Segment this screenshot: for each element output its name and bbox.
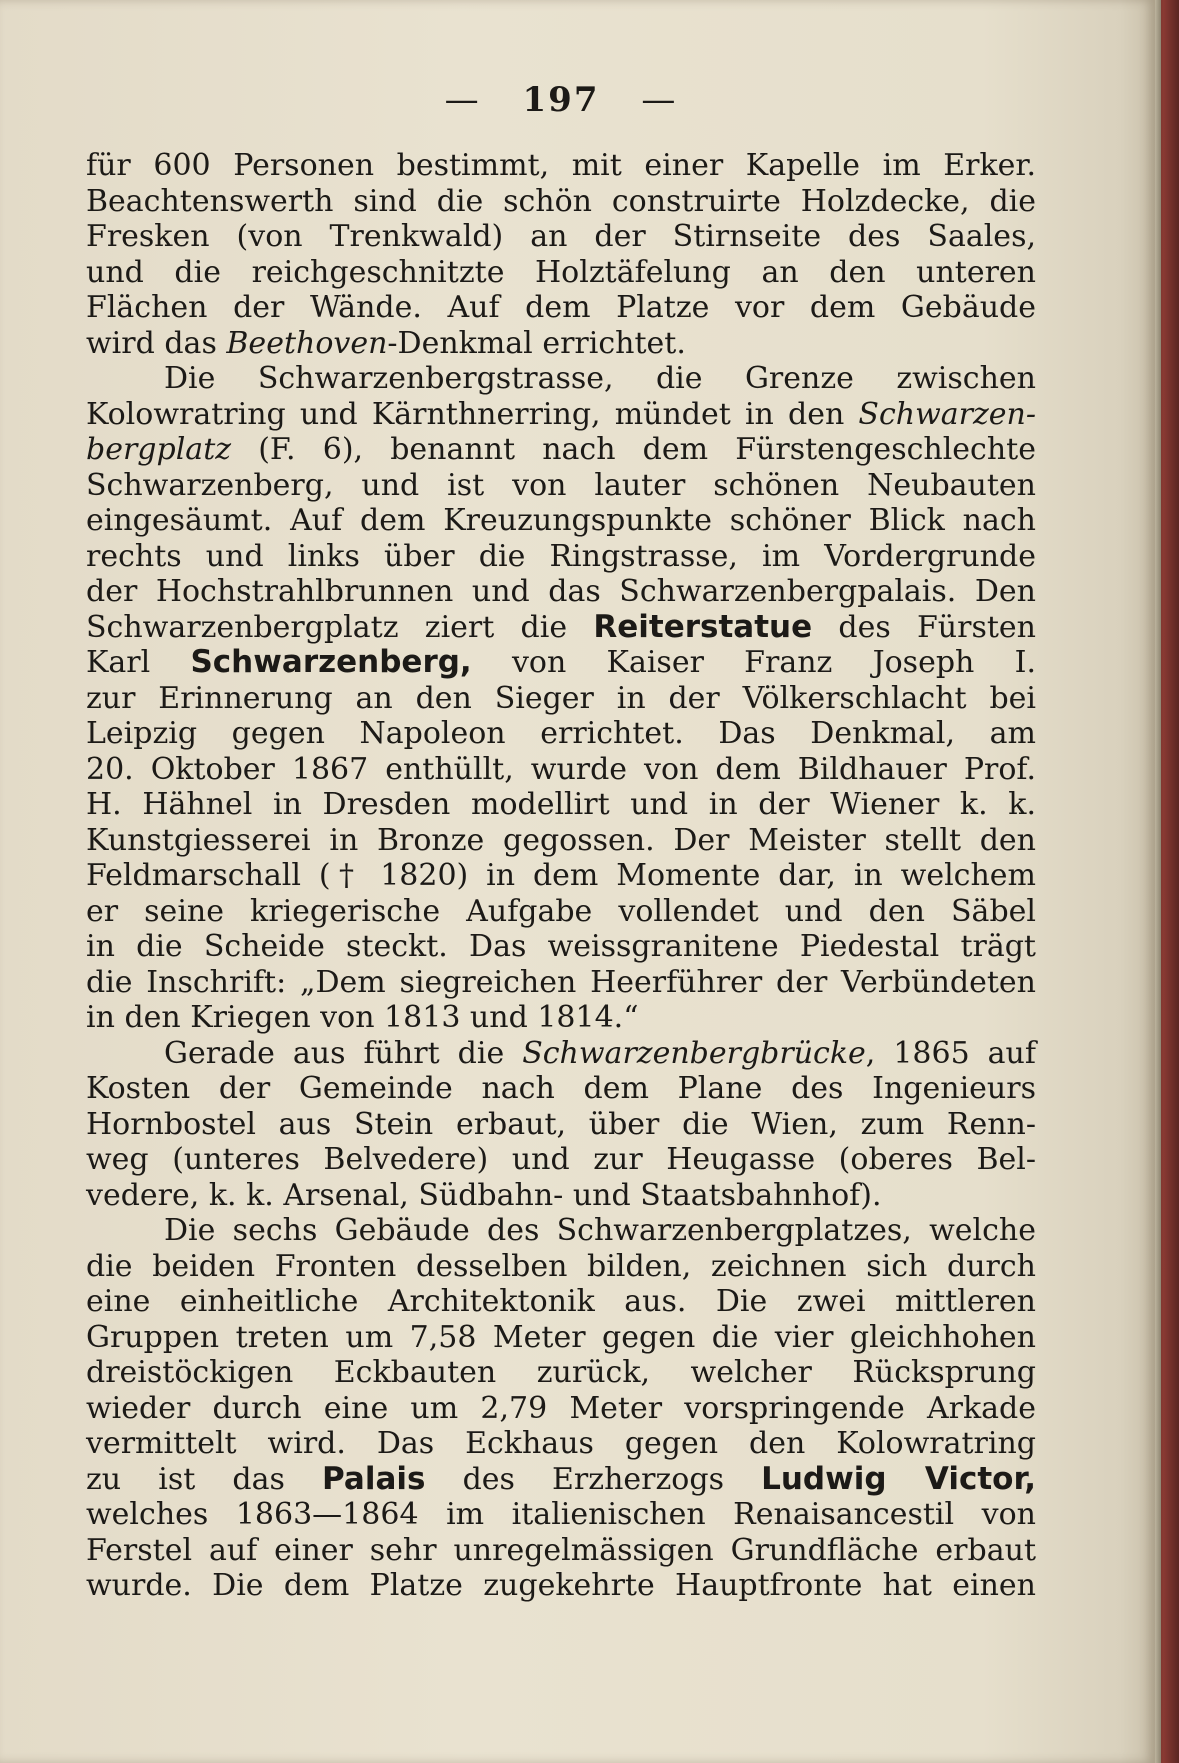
text-line — [86, 681, 1036, 717]
bold-text: Schwarzenberg, — [190, 644, 472, 680]
text-line — [86, 290, 1036, 326]
text-segment: Kunstgiesserei in Bronze gegossen. Der Meister stellt den — [86, 822, 1036, 858]
text-segment: er seine kriegerische Aufgabe vollendet und den Säbel — [86, 893, 1036, 929]
italic-text: Beethoven — [226, 325, 388, 361]
text-segment: Kolowratring und Kärnthnerring, mündet in den — [86, 396, 859, 432]
text-segment: Schwarzenberg, und ist von lauter schönen Neubauten — [86, 467, 1036, 503]
text-segment: weg (unteres Belvedere) und zur Heugasse (oberes Bel- — [86, 1142, 1036, 1177]
text-line — [86, 894, 1036, 930]
italic-text: Schwarzenbergbrücke — [522, 1035, 866, 1071]
text-segment: die beiden Fronten desselben bilden, zeichnen sich durch — [86, 1248, 1036, 1284]
text-segment: Hornbostel aus Stein erbaut, über die Wien, zum Renn- — [86, 1106, 1036, 1142]
bold-text: Palais — [322, 1460, 426, 1497]
page-header — [86, 80, 1036, 120]
page-number: 197 — [522, 80, 600, 120]
text-segment: (F. 6), benannt nach dem Fürstengeschlechte — [231, 432, 1036, 467]
text-line — [86, 1107, 1036, 1143]
text-segment: , 1865 auf — [865, 1035, 1036, 1071]
text-line — [86, 432, 1036, 468]
text-segment: 20. Oktober 1867 enthüllt, wurde von dem Bildhauer Prof. — [86, 751, 1036, 787]
header-dash-right: — — [641, 80, 678, 120]
text-line — [86, 787, 1036, 823]
text-segment: H. Hähnel in Dresden modellirt und in der Wiener k. k. — [86, 787, 1036, 822]
text-segment: Leipzig gegen Napoleon errichtet. Das Denkmal, am — [86, 716, 1036, 751]
text-line — [86, 574, 1036, 610]
text-line — [86, 1533, 1036, 1569]
text-segment: des Fürsten — [812, 609, 1036, 645]
text-line — [86, 1355, 1036, 1391]
text-line — [86, 539, 1036, 575]
text-line — [86, 361, 1036, 397]
text-segment: eine einheitliche Architektonik aus. Die zwei mittleren — [86, 1284, 1036, 1319]
text-segment: und die reichgeschnitzte Holztäfelung an den unteren — [86, 254, 1036, 290]
text-line — [86, 1036, 1036, 1072]
text-segment: Beachtenswerth sind die schön construirte Holzdecke, die — [86, 183, 1036, 219]
text-segment: Ferstel auf einer sehr unregelmässigen Grundfläche erbaut — [86, 1532, 1036, 1568]
text-segment: die Inschrift: „Dem siegreichen Heerführer der Verbündeten — [86, 964, 1036, 1000]
bold-text: Ludwig Victor, — [761, 1460, 1036, 1497]
text-line — [86, 1426, 1036, 1462]
text-line — [86, 1213, 1036, 1249]
text-line — [86, 1391, 1036, 1427]
text-line — [86, 468, 1036, 504]
text-line — [86, 1249, 1036, 1285]
text-segment: dreistöckigen Eckbauten zurück, welcher Rücksprung — [86, 1355, 1036, 1390]
text-segment: rechts und links über die Ringstrasse, im Vordergrunde — [86, 538, 1036, 574]
text-line — [86, 219, 1036, 255]
text-line — [86, 326, 1036, 362]
text-line — [86, 1000, 1036, 1036]
text-segment: für 600 Personen bestimmt, mit einer Kapelle im Erker. — [86, 148, 1036, 183]
text-line — [86, 1178, 1036, 1214]
text-segment: Kosten der Gemeinde nach dem Plane des Ingenieurs — [86, 1071, 1036, 1106]
text-line — [86, 184, 1036, 220]
text-segment: welches 1863—1864 im italienischen Renaisancestil von — [86, 1497, 1036, 1532]
text-line — [86, 1071, 1036, 1107]
text-line — [86, 823, 1036, 859]
italic-text: bergplatz — [86, 432, 232, 467]
text-line — [86, 716, 1036, 752]
book-edge — [1155, 0, 1179, 1763]
text-segment: -Denkmal errichtet. — [387, 325, 686, 361]
text-line — [86, 397, 1036, 433]
text-segment: Schwarzenbergplatz ziert die — [86, 609, 594, 645]
text-segment: wurde. Die dem Platze zugekehrte Hauptfronte hat einen — [86, 1568, 1036, 1603]
header-dash-left: — — [444, 80, 481, 120]
text-segment: zur Erinnerung an den Sieger in der Völkerschlacht bei — [86, 680, 1036, 716]
text-line — [86, 1284, 1036, 1320]
text-segment: Die Schwarzenbergstrasse, die Grenze zwischen — [164, 361, 1036, 396]
text-line — [86, 858, 1036, 894]
text-segment: vermittelt wird. Das Eckhaus gegen den Kolowratring — [86, 1426, 1036, 1461]
text-segment: eingesäumt. Auf dem Kreuzungspunkte schöner Blick nach — [86, 503, 1036, 538]
text-line — [86, 503, 1036, 539]
text-line — [86, 965, 1036, 1001]
text-segment: Gerade aus führt die — [164, 1035, 523, 1071]
text-segment: in die Scheide steckt. Das weissgranitene Piedestal trägt — [86, 929, 1036, 964]
italic-text: Schwarzen- — [858, 396, 1036, 432]
text-segment: Flächen der Wände. Auf dem Platze vor dem Gebäude — [86, 290, 1036, 325]
text-line — [86, 255, 1036, 291]
text-segment: Fresken (von Trenkwald) an der Stirnseite des Saales, — [86, 219, 1036, 254]
text-line — [86, 645, 1036, 681]
text-line — [86, 1142, 1036, 1178]
text-line — [86, 752, 1036, 788]
text-line — [86, 929, 1036, 965]
text-line — [86, 1497, 1036, 1533]
text-segment: Die sechs Gebäude des Schwarzenbergplatzes, welche — [164, 1213, 1036, 1248]
text-line — [86, 610, 1036, 646]
text-segment: Karl — [86, 645, 191, 680]
text-segment: Feldmarschall († 1820) in dem Momente dar, in welchem — [86, 858, 1036, 893]
text-segment: des Erzherzogs — [425, 1461, 762, 1497]
text-segment: wird das — [86, 325, 227, 361]
text-segment: vedere, k. k. Arsenal, Südbahn- und Staatsbahnhof). — [86, 1177, 882, 1213]
text-line — [86, 1462, 1036, 1498]
bold-text: Reiterstatue — [593, 608, 813, 645]
text-segment: von Kaiser Franz Joseph I. — [471, 645, 1036, 680]
text-segment: in den Kriegen von 1813 und 1814.“ — [86, 1000, 639, 1035]
text-segment: zu ist das — [86, 1461, 323, 1497]
text-line — [86, 1320, 1036, 1356]
text-segment: wieder durch eine um 2,79 Meter vorspringende Arkade — [86, 1390, 1036, 1426]
text-line — [86, 148, 1036, 184]
text-line — [86, 1568, 1036, 1604]
text-segment: Gruppen treten um 7,58 Meter gegen die vier gleichhohen — [86, 1319, 1036, 1355]
text-segment: der Hochstrahlbrunnen und das Schwarzenbergpalais. Den — [86, 574, 1036, 609]
body-text — [86, 148, 1036, 1604]
